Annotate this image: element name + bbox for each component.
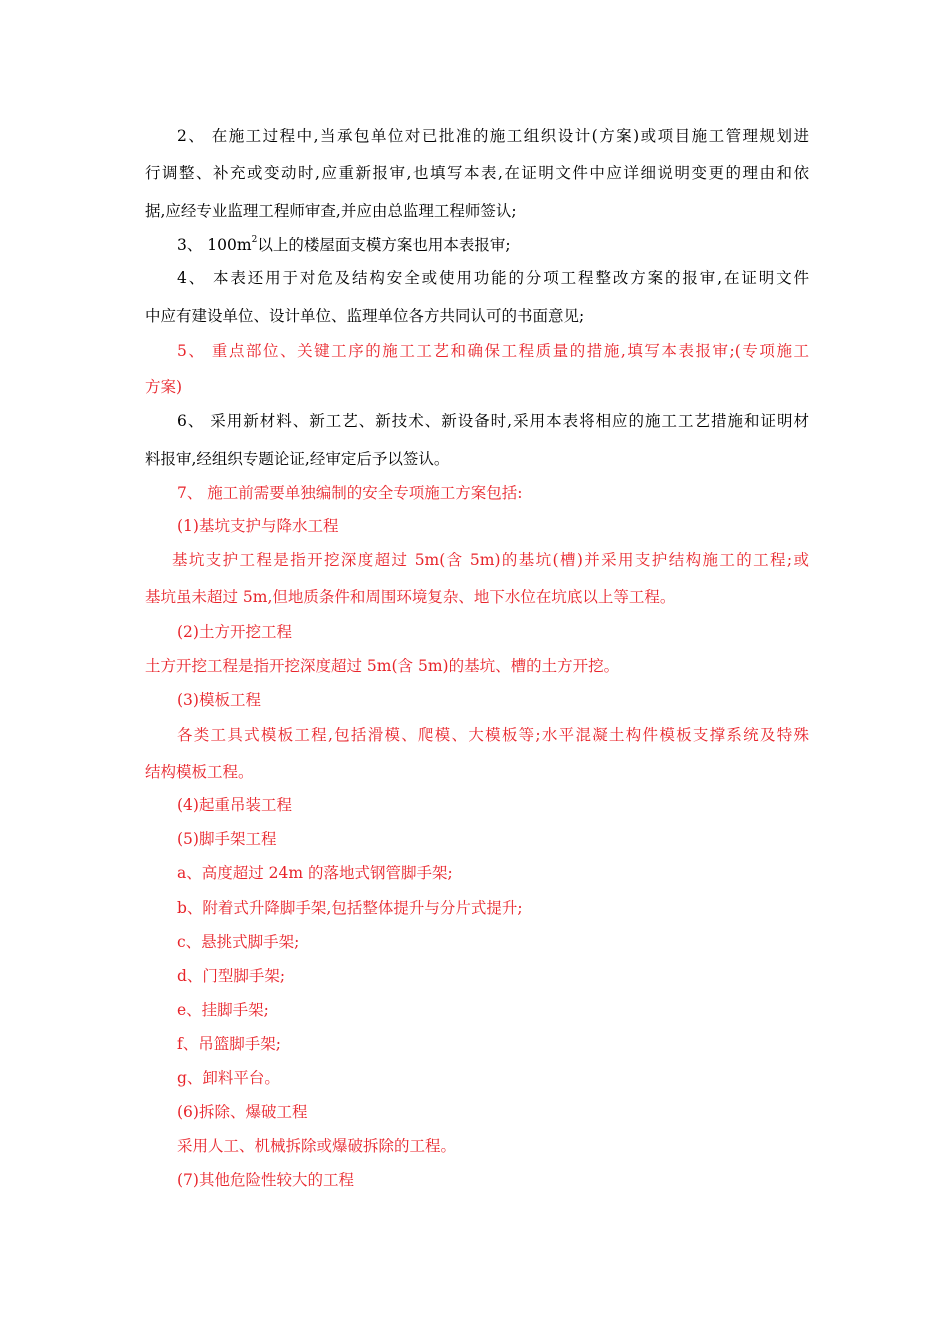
item-4-line-2: 中应有建设单位、设计单位、监理单位各方共同认可的书面意见; <box>145 307 585 325</box>
section-3-line-1: 各类工具式模板工程,包括滑模、爬模、大模板等;水平混凝土构件模板支撑系统及特殊 <box>177 726 809 744</box>
section-6-line-1: 采用人工、机械拆除或爆破拆除的工程。 <box>177 1137 457 1155</box>
section-6-title: (6)拆除、爆破工程 <box>177 1103 308 1121</box>
item-2-line-1: 2、 在施工过程中,当承包单位对已批准的施工组织设计(方案)或项目施工管理规划进 <box>177 127 809 145</box>
section-5-item-e: e、挂脚手架; <box>177 1001 269 1019</box>
section-5-item-g: g、卸料平台。 <box>177 1069 280 1087</box>
section-1-line-2: 基坑虽未超过 5m,但地质条件和周围环境复杂、地下水位在坑底以上等工程。 <box>145 588 676 606</box>
section-5-item-a: a、高度超过 24m 的落地式钢管脚手架; <box>177 864 453 882</box>
item-5-line-2: 方案) <box>145 378 183 396</box>
section-2-line-1: 土方开挖工程是指开挖深度超过 5m(含 5m)的基坑、槽的土方开挖。 <box>145 657 620 675</box>
section-5-item-b: b、附着式升降脚手架,包括整体提升与分片式提升; <box>177 899 523 917</box>
item-2-line-2: 行调整、补充或变动时,应重新报审,也填写本表,在证明文件中应详细说明变更的理由和依 <box>145 164 809 182</box>
section-5-title: (5)脚手架工程 <box>177 830 277 848</box>
item-4-line-1: 4、 本表还用于对危及结构安全或使用功能的分项工程整改方案的报审,在证明文件 <box>177 269 809 287</box>
item-3-text: 以上的楼屋面支模方案也用本表报审; <box>257 236 511 254</box>
section-5-item-f: f、吊篮脚手架; <box>177 1035 281 1053</box>
item-3-superscript: 2 <box>251 234 258 245</box>
item-2-line-3: 据,应经专业监理工程师审查,并应由总监理工程师签认; <box>145 202 517 220</box>
section-4-title: (4)起重吊装工程 <box>177 796 292 814</box>
section-7-title: (7)其他危险性较大的工程 <box>177 1171 354 1189</box>
item-3 <box>177 235 809 255</box>
section-1-line-1: 基坑支护工程是指开挖深度超过 5m(含 5m)的基坑(槽)并采用支护结构施工的工程;或 <box>172 551 809 569</box>
section-5-item-c: c、悬挑式脚手架; <box>177 933 300 951</box>
section-5-item-d: d、门型脚手架; <box>177 967 286 985</box>
item-6-line-2: 料报审,经组织专题论证,经审定后予以签认。 <box>145 450 450 468</box>
section-1-title: (1)基坑支护与降水工程 <box>177 517 339 535</box>
item-7: 7、 施工前需要单独编制的安全专项施工方案包括: <box>177 484 523 502</box>
item-3-prefix: 3、 100m <box>177 236 252 254</box>
section-3-line-2: 结构模板工程。 <box>145 763 254 781</box>
item-6-line-1: 6、 采用新材料、新工艺、新技术、新设备时,采用本表将相应的施工工艺措施和证明材 <box>177 412 809 430</box>
section-2-title: (2)土方开挖工程 <box>177 623 292 641</box>
section-3-title: (3)模板工程 <box>177 691 261 709</box>
item-5-line-1: 5、 重点部位、关键工序的施工工艺和确保工程质量的措施,填写本表报审;(专项施工 <box>177 342 809 360</box>
